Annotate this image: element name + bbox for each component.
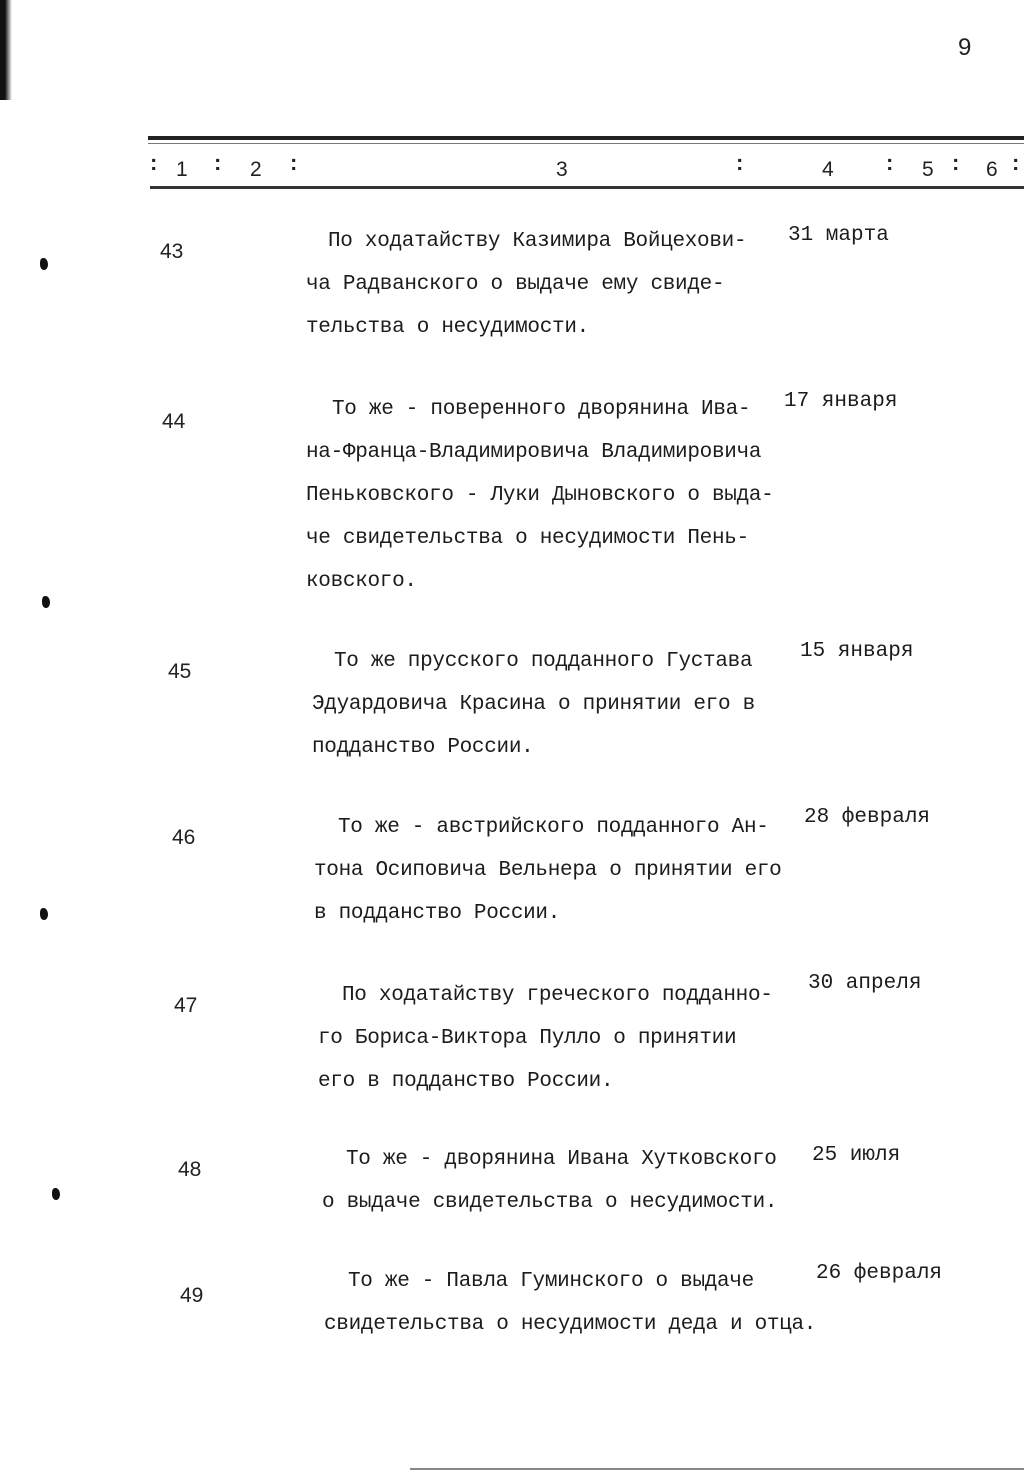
entry-date: 15 января <box>800 640 914 663</box>
entry-date: 17 января <box>784 390 898 413</box>
header-rule-top <box>148 136 1024 140</box>
entry-number: 49 <box>180 1284 204 1307</box>
entry-date: 25 июля <box>812 1144 901 1167</box>
entry-line: То же - дворянина Ивана Хутковского <box>346 1148 777 1171</box>
entry-line: Эдуардовича Красина о принятии его в <box>312 693 755 716</box>
binding-hole-mark <box>52 1188 60 1200</box>
column-separator: : <box>214 150 222 175</box>
entry-description <box>318 974 773 1103</box>
entry-number: 47 <box>174 994 198 1017</box>
entry-line: свидетельства о несудимости деда и отца. <box>324 1313 817 1336</box>
entry-line: подданство России. <box>312 736 534 759</box>
column-separator: : <box>952 150 960 175</box>
page-edge-shadow <box>0 0 12 100</box>
column-header-3: 3 <box>556 158 568 181</box>
entry-line: Пеньковского - Луки Дыновского о выда- <box>306 484 774 507</box>
entry-line: о выдаче свидетельства о несудимости. <box>322 1191 778 1214</box>
binding-hole-mark <box>42 596 50 608</box>
entry-line: То же - Павла Гуминского о выдаче <box>348 1270 754 1293</box>
column-header-2: 2 <box>250 158 262 181</box>
entry-date: 30 апреля <box>808 972 922 995</box>
entry-description <box>322 1138 777 1224</box>
entry-number: 46 <box>172 826 196 849</box>
entry-date: 31 марта <box>788 224 889 247</box>
column-header-1: 1 <box>176 158 188 181</box>
page-number: 9 <box>958 34 972 61</box>
entry-date: 26 февраля <box>816 1262 943 1285</box>
entry-description <box>306 220 746 349</box>
column-header-4: 4 <box>822 158 834 181</box>
entry-line: ковского. <box>306 570 417 593</box>
entry-line: че свидетельства о несудимости Пень- <box>306 527 749 550</box>
column-separator: : <box>290 150 298 175</box>
entry-description <box>306 388 773 603</box>
entry-line: его в подданство России. <box>318 1070 614 1093</box>
column-separator: : <box>886 150 894 175</box>
column-header-6: 6 <box>986 158 998 181</box>
column-separator: : <box>736 150 744 175</box>
entry-line: То же прусского подданного Густава <box>334 650 753 673</box>
entry-line: тона Осиповича Вельнера о принятии его <box>314 859 782 882</box>
entry-description <box>324 1260 816 1346</box>
entry-line: на-Франца-Владимировича Владимировича <box>306 441 762 464</box>
entry-line: в подданство России. <box>314 902 561 925</box>
binding-hole-mark <box>40 908 48 920</box>
entry-line: тельства о несудимости. <box>306 316 589 339</box>
bottom-rule <box>410 1468 1024 1470</box>
column-separator: : <box>150 150 158 175</box>
entry-date: 28 февраля <box>804 806 931 829</box>
entry-number: 45 <box>168 660 192 683</box>
header-rule-thin <box>148 143 1024 144</box>
entry-line: По ходатайству Казимира Войцехови- <box>328 230 747 253</box>
header-rule-bottom <box>150 186 1024 189</box>
entry-line: То же - австрийского подданного Ан- <box>338 816 769 839</box>
entry-description <box>312 640 755 769</box>
column-header-5: 5 <box>922 158 934 181</box>
entry-line: го Бориса-Виктора Пулло о принятии <box>318 1027 737 1050</box>
entry-line: То же - поверенного дворянина Ива- <box>332 398 751 421</box>
binding-hole-mark <box>40 258 48 270</box>
entry-number: 44 <box>162 410 186 433</box>
column-separator: : <box>1012 150 1020 175</box>
entry-description <box>314 806 781 935</box>
entry-number: 43 <box>160 240 184 263</box>
entry-number: 48 <box>178 1158 202 1181</box>
entry-line: ча Радванского о выдаче ему свиде- <box>306 273 725 296</box>
entry-line: По ходатайству греческого подданно- <box>342 984 773 1007</box>
